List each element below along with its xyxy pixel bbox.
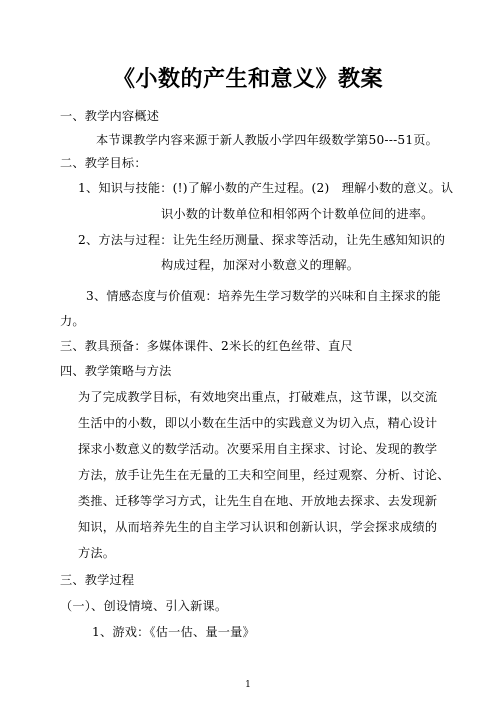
strategy-line-6: 知识，从而培养先生的自主学习认识和创新认识，学会探求成绩的 [78, 520, 438, 534]
goal-3-line-1: 3、情感态度与价值观：培养先生学习数学的兴味和自主探求的能 [86, 289, 441, 303]
strategy-line-7: 方法。 [78, 546, 116, 560]
goal-3-line-2: 力。 [60, 314, 85, 328]
strategy-line-5: 类推、迁移等学习方式，让先生自在地、开放地去探求、去发现新 [78, 494, 438, 508]
strategy-line-3: 探求小数意义的数学活动。次要采用自主探求、讨论、发现的教学 [78, 442, 438, 456]
section-heading-materials: 三、教具预备：多媒体课件、2米长的红色丝带、直尺 [60, 339, 353, 353]
goal-2-line-2: 构成过程，加深对小数意义的理解。 [161, 258, 360, 272]
activity-item-1: 1、游戏：《估一估、量一量》 [92, 625, 255, 639]
page-number: 1 [245, 680, 251, 690]
subsection-heading-intro: （一）、创设情境、引入新课。 [60, 599, 228, 613]
goal-1-line-1: 1、知识与技能：(!)了解小数的产生过程。(2) 理解小数的意义。认 [78, 181, 454, 195]
section-heading-strategy: 四、教学策略与方法 [60, 364, 172, 378]
strategy-line-2: 生活中的小数，即以小数在生活中的实践意义为切入点，精心设计 [78, 416, 438, 430]
section-heading-goals: 二、教学目标： [60, 156, 147, 170]
section-heading-overview: 一、教学内容概述 [60, 109, 160, 123]
strategy-line-4: 方法，放手让先生在无量的工夫和空间里，经过观察、分析、讨论、 [78, 468, 450, 482]
strategy-line-1: 为了完成教学目标，有效地突出重点，打破难点，这节课，以交流 [78, 390, 438, 404]
goal-2-line-1: 2、方法与过程：让先生经历测量、探求等活动，让先生感知知识的 [78, 233, 446, 247]
goal-1-line-2: 识小数的计数单位和相邻两个计数单位间的进率。 [161, 207, 434, 221]
document-title: 《小数的产生和意义》教案 [112, 67, 383, 92]
overview-paragraph: 本节课教学内容来源于新人教版小学四年级数学第50---51页。 [96, 133, 439, 147]
section-heading-process: 三、教学过程 [60, 573, 135, 587]
